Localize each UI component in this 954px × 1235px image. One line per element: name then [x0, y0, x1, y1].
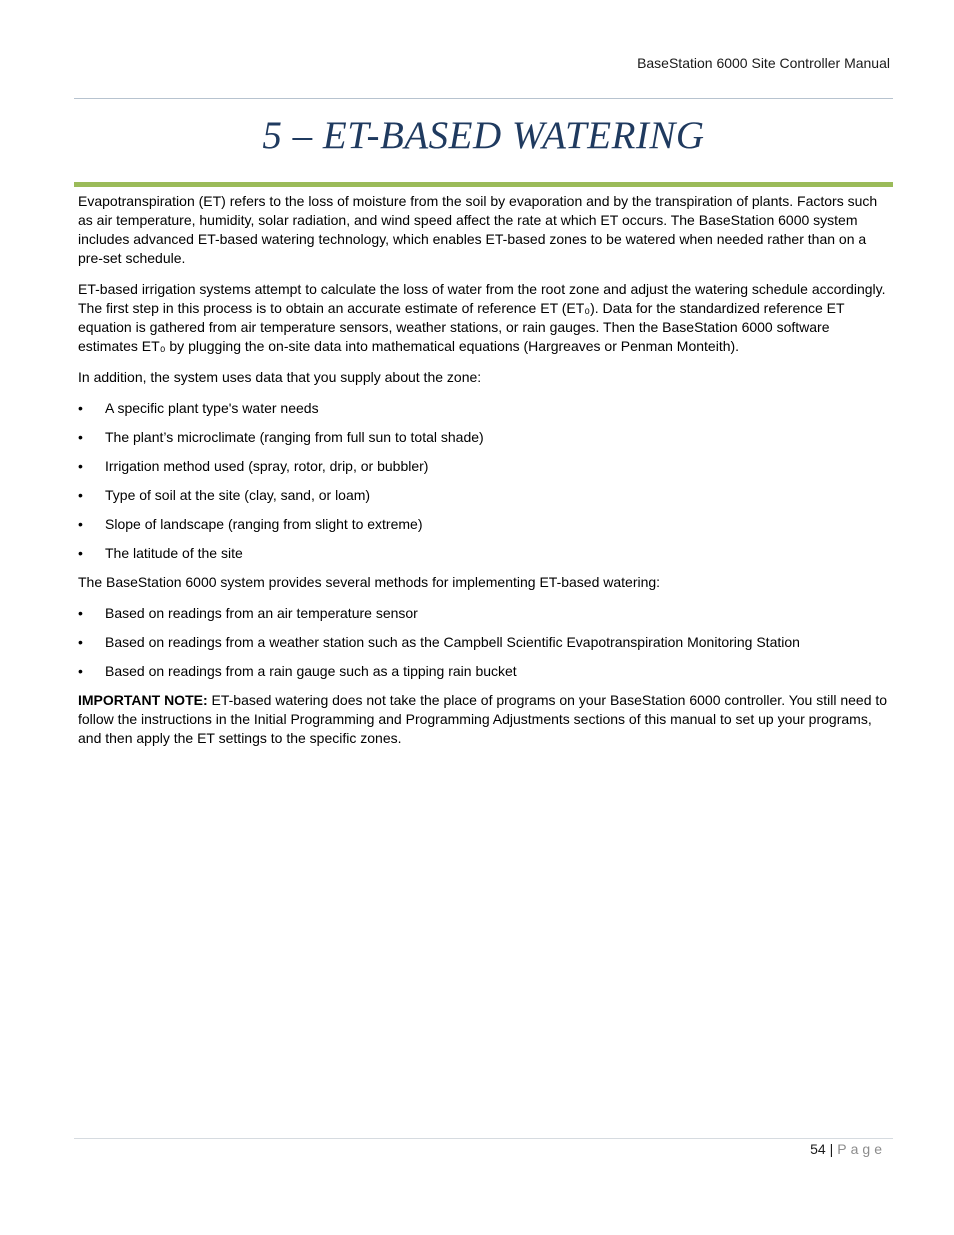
methods-list	[78, 604, 888, 681]
page-footer	[810, 1141, 886, 1157]
header-divider	[74, 98, 893, 99]
main-content	[78, 192, 888, 760]
list-item: • The latitude of the site	[78, 545, 243, 561]
list-item: • Based on readings from a rain gauge such as a tipping rain bucket	[78, 663, 517, 679]
list-item: • Based on readings from an air temperature sensor	[78, 605, 418, 621]
methods-intro: The BaseStation 6000 system provides several methods for implementing ET-based watering:	[78, 574, 661, 590]
bullet-icon: •	[78, 429, 83, 445]
bullet-icon: •	[78, 663, 83, 679]
list-item: • Based on readings from a weather station such as the Campbell Scientific Evapotranspiration Monitoring Station	[78, 634, 800, 650]
page-label: Page	[837, 1141, 886, 1157]
bullet-icon: •	[78, 634, 83, 650]
list-item: • A specific plant type's water needs	[78, 400, 319, 416]
title-underline	[74, 182, 893, 187]
intro-paragraph: Evapotranspiration (ET) refers to the loss of moisture from the soil by evaporation and by the transpiration of plants. Factors such as air temperature, humidity, solar radiation, and wind speed affect the rate at which ET occurs. The BaseStation 6000 system includes advanced ET-based watering technology, which enables ET-based zones to be watered when needed rather than on a pre-set schedule.	[78, 193, 878, 266]
bullet-icon: •	[78, 545, 83, 561]
list-item: • Irrigation method used (spray, rotor, drip, or bubbler)	[78, 458, 429, 474]
et-paragraph: ET-based irrigation systems attempt to calculate the loss of water from the root zone and adjust the watering schedule accordingly. The first step in this process is to obtain an accurate estimate of reference ET (ET₀). Data for the standardized reference ET equation is gathered from air temperature sensors, weather stations, or rain gauges. Then the BaseStation 6000 software estimates ET₀ by plugging the on-site data into mathematical equations (Hargreaves or Penman Monteith).	[78, 281, 886, 354]
note-label: IMPORTANT NOTE:	[78, 692, 208, 708]
zone-data-list	[78, 399, 888, 563]
bullet-icon: •	[78, 400, 83, 416]
page-number: 54	[810, 1141, 826, 1157]
zone-data-intro: In addition, the system uses data that you supply about the zone:	[78, 369, 482, 385]
bullet-icon: •	[78, 605, 83, 621]
footer-divider	[74, 1138, 893, 1139]
list-item: • Slope of landscape (ranging from slight to extreme)	[78, 516, 423, 532]
bullet-icon: •	[78, 516, 83, 532]
important-note	[78, 691, 888, 748]
list-item: • The plant’s microclimate (ranging from full sun to total shade)	[78, 429, 484, 445]
list-item: • Type of soil at the site (clay, sand, or loam)	[78, 487, 371, 503]
note-text: ET-based watering does not take the place of programs on your BaseStation 6000 controller. You still need to follow the instructions in the Initial Programming and Programming Adjustments sections of this manual to set up your programs, and then apply the ET settings to the specific zones.	[78, 692, 888, 746]
footer-separator: |	[829, 1141, 834, 1157]
running-header: BaseStation 6000 Site Controller Manual	[637, 55, 890, 71]
chapter-title: 5 – ET-BASED WATERING	[262, 114, 705, 157]
bullet-icon: •	[78, 487, 83, 503]
bullet-icon: •	[78, 458, 83, 474]
